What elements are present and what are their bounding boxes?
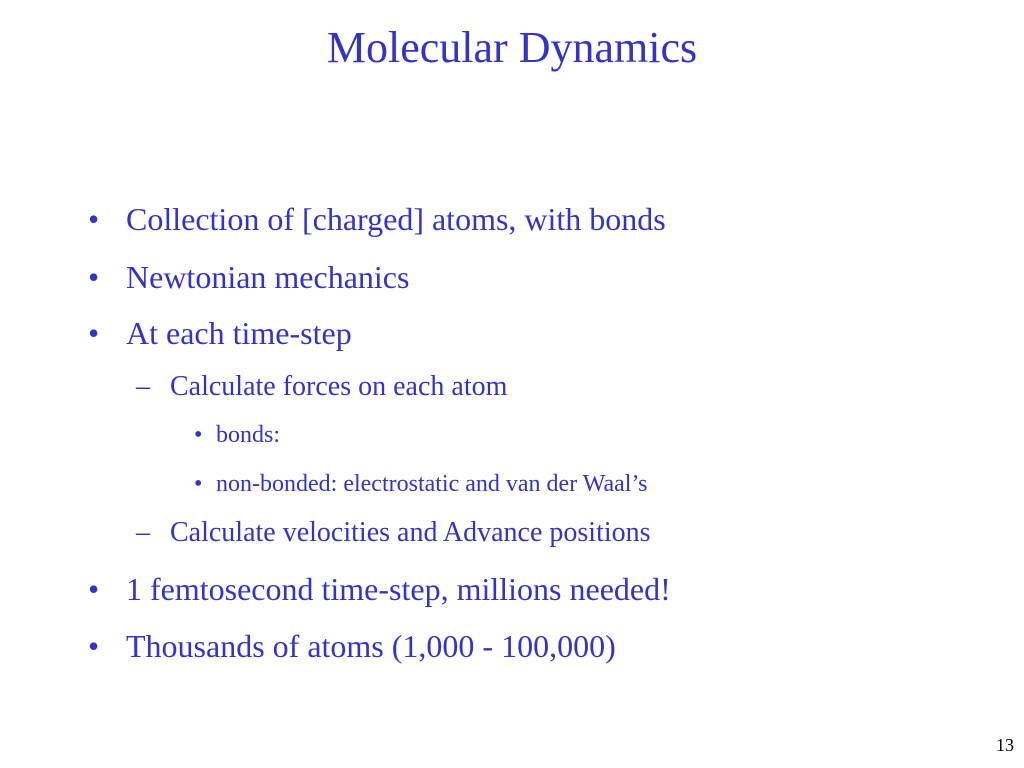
bullet-marker: • bbox=[88, 571, 100, 607]
bullet-text: Newtonian mechanics bbox=[126, 259, 410, 295]
bullet-marker: • bbox=[88, 201, 100, 237]
sub-bullet-text: Calculate forces on each atom bbox=[170, 371, 508, 402]
bullet-text: Collection of [charged] atoms, with bonds bbox=[126, 201, 666, 237]
sub-sub-bullet-item bbox=[194, 469, 648, 499]
bullet-marker: • bbox=[194, 422, 203, 448]
bullet-text: Thousands of atoms (1,000 - 100,000) bbox=[126, 628, 616, 664]
bullet-text: At each time-step bbox=[126, 315, 352, 351]
bullet-marker: • bbox=[88, 628, 100, 664]
bullet-text: 1 femtosecond time-step, millions needed! bbox=[126, 571, 671, 607]
bullet-marker: • bbox=[88, 315, 100, 351]
page-number: 13 bbox=[996, 735, 1014, 755]
sub-sub-bullet-text: bonds: bbox=[216, 422, 281, 448]
bullet-item bbox=[88, 570, 671, 608]
bullet-item bbox=[88, 258, 410, 296]
dash-marker: – bbox=[136, 371, 150, 402]
sub-bullet-item bbox=[136, 370, 508, 404]
sub-sub-bullet-text: non-bonded: electrostatic and van der Waal’s bbox=[216, 471, 648, 497]
bullet-marker: • bbox=[194, 471, 203, 497]
sub-bullet-text: Calculate velocities and Advance positions bbox=[170, 517, 651, 548]
sub-sub-bullet-item bbox=[194, 420, 281, 450]
sub-bullet-item bbox=[136, 516, 651, 550]
dash-marker: – bbox=[136, 517, 150, 548]
bullet-item bbox=[88, 314, 352, 352]
bullet-item bbox=[88, 200, 666, 238]
bullet-marker: • bbox=[88, 259, 100, 295]
slide-title: Molecular Dynamics bbox=[326, 23, 698, 72]
bullet-item bbox=[88, 627, 616, 665]
